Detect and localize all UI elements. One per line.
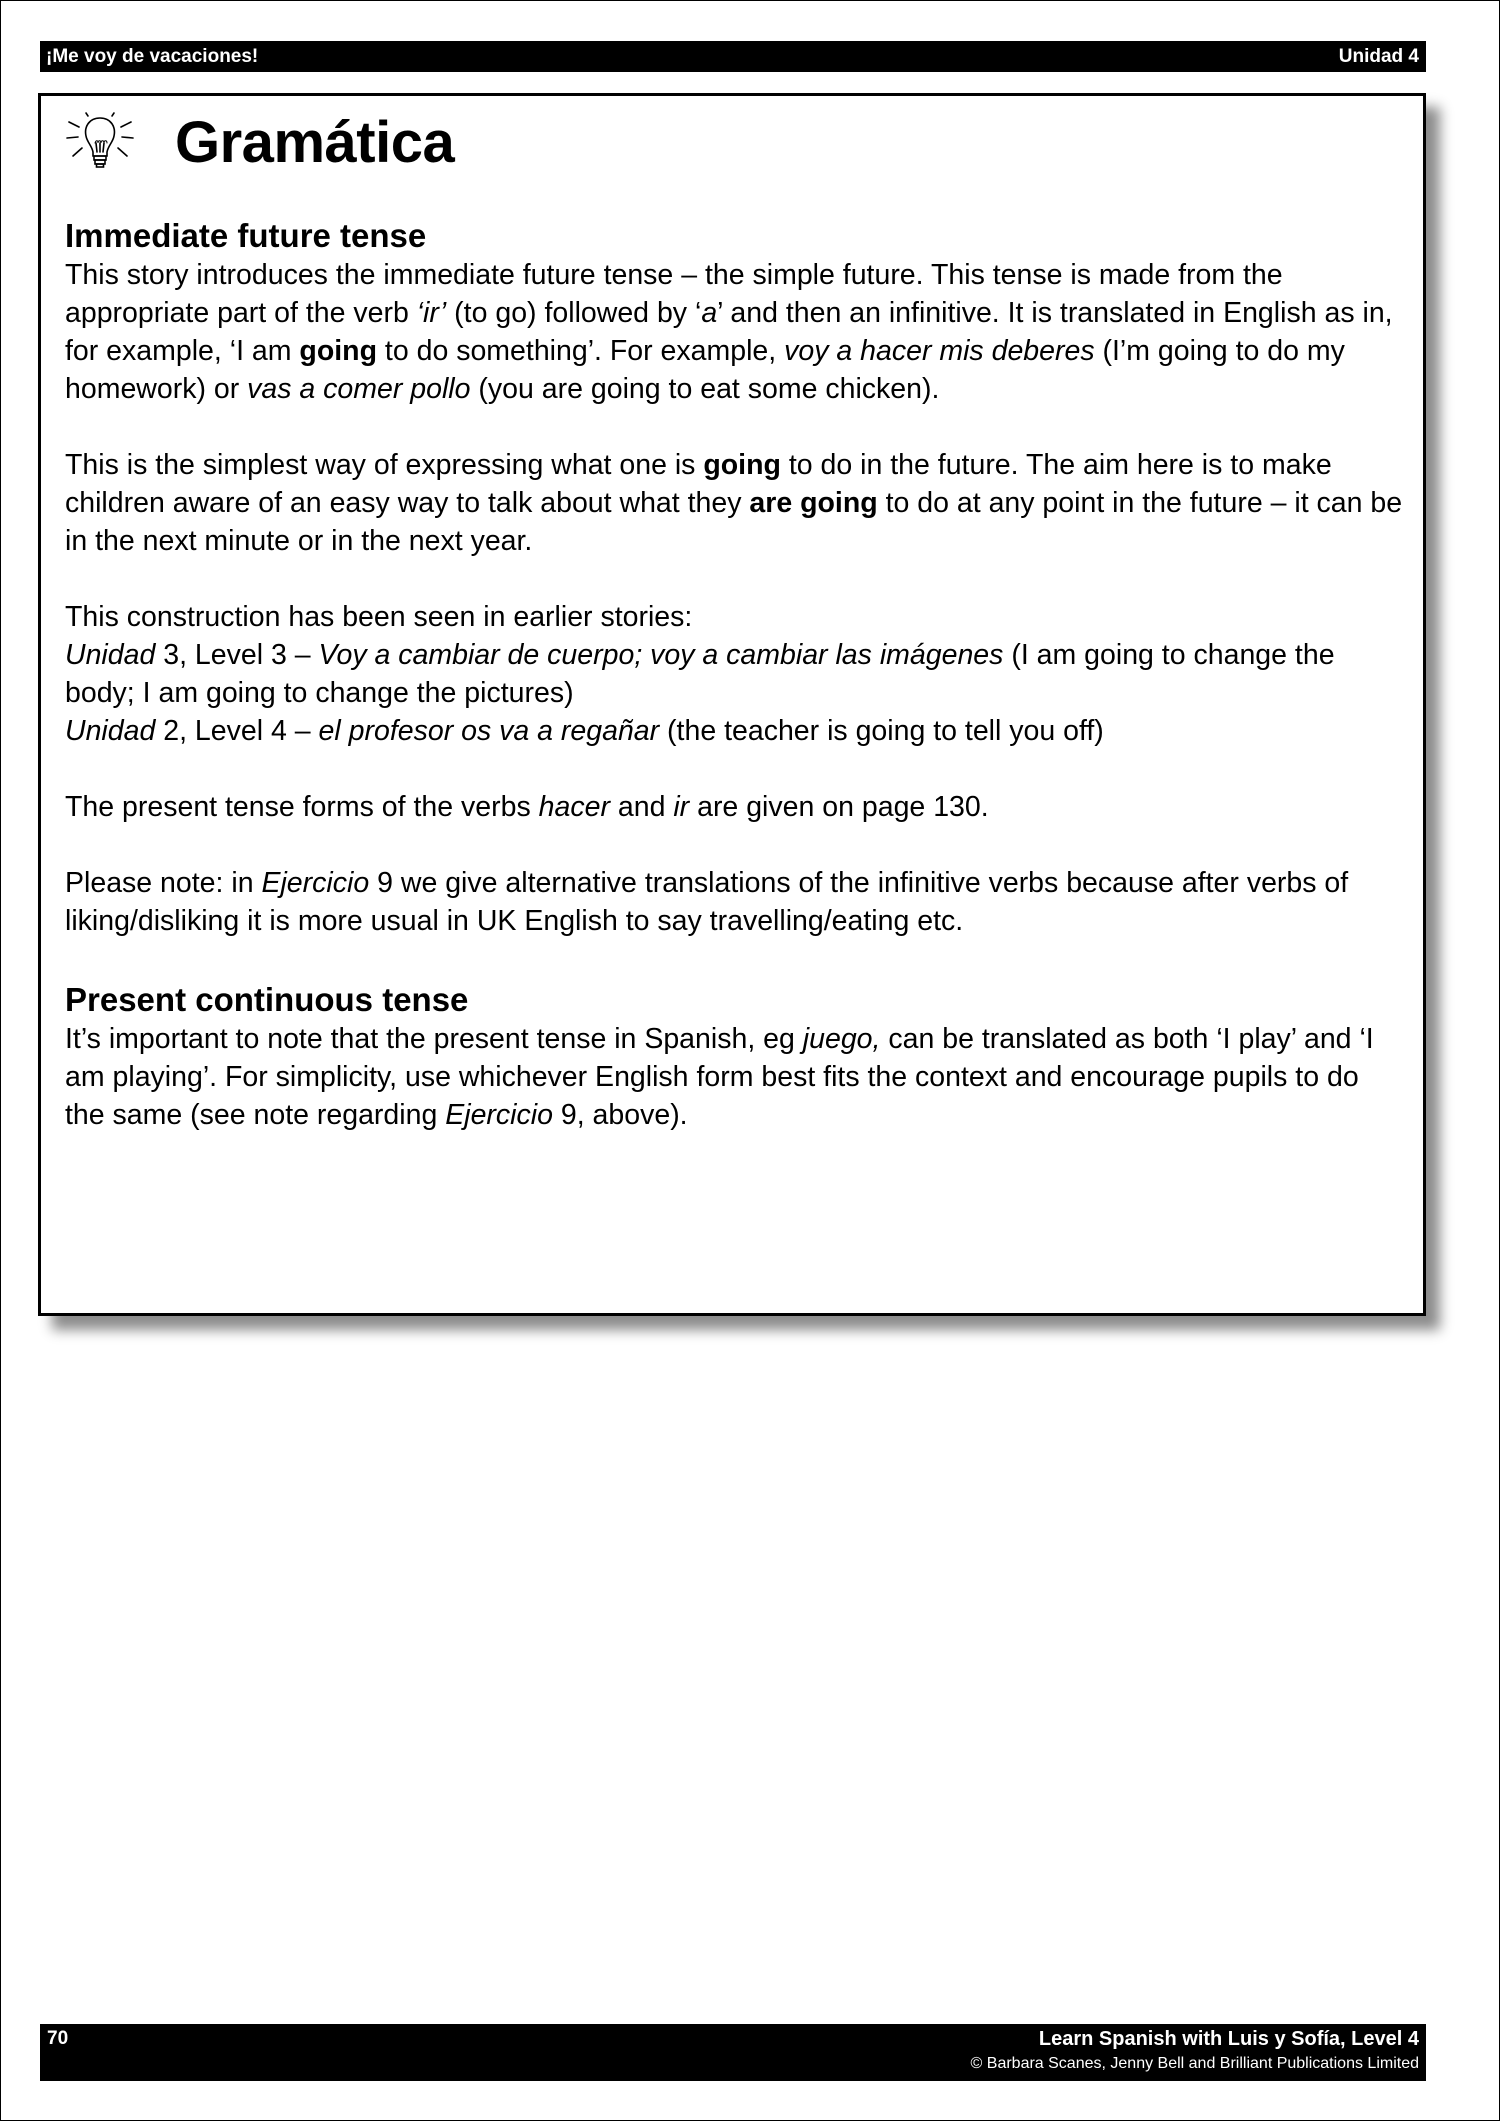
box-header (61, 110, 454, 176)
section-heading: Present continuous tense (65, 981, 469, 1018)
italic-text: ‘ir’ (416, 297, 447, 329)
italic-text: Ejercicio (445, 1099, 553, 1131)
text-run: The present tense forms of the verbs (65, 791, 539, 823)
paragraph-intro: This construction has been seen in earlier stories: (65, 601, 693, 633)
text-run: (I’m going to do my homework) or (65, 335, 1345, 405)
header-unit-number: Unidad 4 (1338, 45, 1419, 67)
section-immediate-future (65, 216, 1405, 940)
example-line (65, 636, 1405, 712)
text-run: (to go) followed by ‘ (446, 297, 702, 329)
text-run: It’s important to note that the present tense in Spanish, eg (65, 1023, 803, 1055)
text-run: can be translated as both ‘I play’ and ‘I am playing’. For simplicity, use whichever English form best fits the context and encourage pupils to do the same (see note regarding (65, 1023, 1374, 1131)
text-run: and (609, 791, 674, 823)
text-run: ’ and then an infinitive. It is translated in English as in, for example, ‘I am (65, 297, 1393, 367)
text-run: are given on page 130. (689, 791, 989, 823)
header-unit-title: ¡Me voy de vacaciones! (46, 45, 259, 67)
bold-text: are going (749, 487, 878, 519)
italic-text: el profesor os va a regañar (318, 715, 660, 747)
running-footer (40, 2024, 1426, 2081)
italic-text: voy a hacer mis deberes (784, 335, 1095, 367)
book-title: Learn Spanish with Luis y Sofía, Level 4 (1038, 2028, 1419, 2050)
italic-text: a (701, 297, 718, 329)
italic-text: Ejercicio (261, 867, 370, 899)
text-run: This story introduces the immediate future tense – the simple future. This tense is made from the appropriate part of the verb (65, 259, 1283, 329)
text-run: to do at any point in the future – it can be in the next minute or in the next year. (65, 487, 1403, 557)
text-run: Please note: in (65, 867, 262, 899)
bold-text: going (299, 335, 377, 367)
paragraph (65, 1020, 1405, 1134)
text-run: 3, Level 3 – (155, 639, 319, 671)
paragraph (65, 256, 1405, 408)
italic-text: juego, (802, 1023, 881, 1055)
text-run: (you are going to eat some chicken). (470, 373, 940, 405)
text-run: This is the simplest way of expressing what one is (65, 449, 704, 481)
bold-text: going (703, 449, 781, 481)
text-run: (the teacher is going to tell you off) (659, 715, 1104, 747)
section-heading: Immediate future tense (65, 217, 427, 254)
copyright-notice: © Barbara Scanes, Jenny Bell and Brilliant Publications Limited (970, 2055, 1419, 2072)
example-line (65, 712, 1405, 750)
box-title: Gramática (175, 110, 455, 175)
grammar-content (65, 216, 1405, 1134)
italic-text: Unidad (65, 639, 156, 671)
paragraph (65, 864, 1405, 940)
text-run: to do in the future. The aim here is to make children aware of an easy way to talk about what they (65, 449, 1332, 519)
paragraph (65, 788, 1405, 826)
grammar-box (38, 93, 1426, 1316)
text-run: 9 we give alternative translations of the infinitive verbs because after verbs of liking/disliking it is more usual in UK English to say travelling/eating etc. (65, 867, 1349, 937)
lightbulb-icon (61, 110, 139, 176)
italic-text: vas a comer pollo (247, 373, 471, 405)
section-present-continuous (65, 980, 1405, 1134)
running-header (40, 41, 1426, 72)
italic-text: Unidad (65, 715, 156, 747)
paragraph (65, 446, 1405, 560)
text-run: to do something’. For example, (376, 335, 785, 367)
text-run: (I am going to change the body; I am going to change the pictures) (65, 639, 1335, 709)
text-run: 9, above). (552, 1099, 688, 1131)
text-run: 2, Level 4 – (155, 715, 319, 747)
italic-text: ir (673, 791, 690, 823)
italic-text: Voy a cambiar de cuerpo; voy a cambiar las imágenes (318, 639, 1004, 671)
italic-text: hacer (538, 791, 610, 823)
page-number: 70 (47, 2028, 69, 2049)
